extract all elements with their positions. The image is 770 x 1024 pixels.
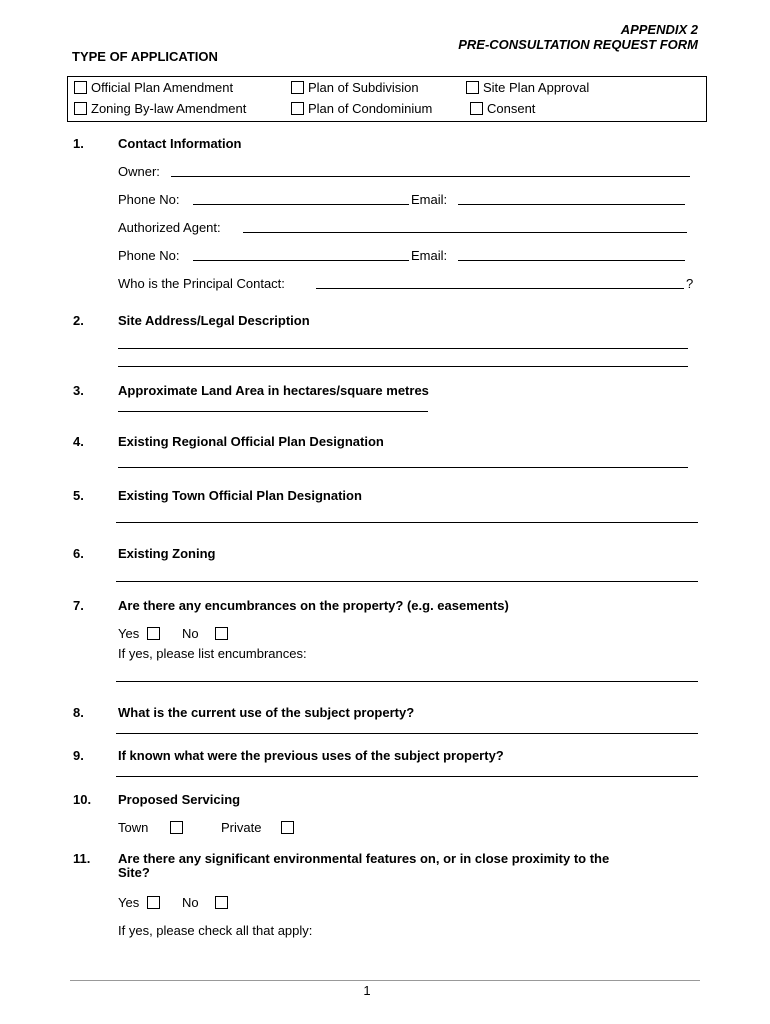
section-title-line-2: Site?	[118, 865, 150, 880]
section-number: 7.	[73, 598, 84, 613]
no-label: No	[182, 626, 199, 641]
option-label: Plan of Subdivision	[308, 80, 419, 95]
section-title: Contact Information	[118, 136, 242, 151]
environmental-followup-text: If yes, please check all that apply:	[118, 923, 313, 938]
form-title: PRE-CONSULTATION REQUEST FORM	[458, 37, 698, 52]
servicing-town-option[interactable]	[118, 820, 183, 836]
section-number: 10.	[73, 792, 92, 807]
checkbox[interactable]	[470, 102, 483, 115]
encumbrance-yes-option[interactable]	[118, 626, 160, 642]
yes-label: Yes	[118, 895, 140, 910]
checkbox[interactable]	[74, 81, 87, 94]
authorized-agent-field[interactable]	[243, 232, 687, 233]
no-label: No	[182, 895, 199, 910]
no-checkbox[interactable]	[215, 896, 228, 909]
regional-op-designation-field[interactable]	[118, 467, 688, 468]
section-title: Site Address/Legal Description	[118, 313, 310, 328]
servicing-private-option[interactable]	[221, 820, 294, 836]
previous-uses-field[interactable]	[116, 776, 698, 777]
option-label: Consent	[487, 101, 536, 116]
section-title: Existing Zoning	[118, 546, 216, 561]
section-title: Existing Town Official Plan Designation	[118, 488, 362, 503]
section-number: 5.	[73, 488, 84, 503]
environmental-yes-option[interactable]	[118, 895, 160, 911]
section-title: Are there any encumbrances on the property? (e.g. easements)	[118, 598, 509, 613]
town-op-designation-field[interactable]	[116, 522, 698, 523]
encumbrance-followup-text: If yes, please list encumbrances:	[118, 646, 307, 661]
private-label: Private	[221, 820, 262, 835]
question-mark: ?	[686, 276, 694, 291]
option-plan-of-condominium[interactable]	[291, 101, 432, 117]
option-official-plan-amendment[interactable]	[74, 80, 233, 96]
option-consent[interactable]	[470, 101, 535, 117]
authorized-agent-label: Authorized Agent:	[118, 220, 221, 235]
owner-field[interactable]	[171, 176, 690, 177]
option-zoning-bylaw-amendment[interactable]	[74, 101, 246, 117]
owner-label: Owner:	[118, 164, 160, 179]
option-label: Plan of Condominium	[308, 101, 433, 116]
encumbrance-no-option[interactable]	[182, 626, 228, 642]
section-title: Proposed Servicing	[118, 792, 241, 807]
section-number: 9.	[73, 748, 84, 763]
application-type-box	[67, 76, 707, 122]
section-number: 2.	[73, 313, 84, 328]
option-plan-of-subdivision[interactable]	[291, 80, 419, 96]
town-label: Town	[118, 820, 149, 835]
page-number: 1	[363, 983, 371, 998]
option-label: Official Plan Amendment	[91, 80, 234, 95]
section-title: If known what were the previous uses of the subject property?	[118, 748, 504, 763]
current-use-field[interactable]	[116, 733, 698, 734]
section-number: 11.	[73, 851, 91, 866]
email-field[interactable]	[458, 204, 685, 205]
principal-contact-field[interactable]	[316, 288, 684, 289]
principal-contact-label: Who is the Principal Contact:	[118, 276, 285, 291]
option-label: Site Plan Approval	[483, 80, 590, 95]
agent-phone-field[interactable]	[193, 260, 409, 261]
section-title: Existing Regional Official Plan Designation	[118, 434, 384, 449]
land-area-field[interactable]	[118, 411, 428, 412]
no-checkbox[interactable]	[215, 627, 228, 640]
section-number: 4.	[73, 434, 84, 449]
phone-field[interactable]	[193, 204, 409, 205]
private-checkbox[interactable]	[281, 821, 294, 834]
agent-email-label: Email:	[411, 248, 448, 263]
yes-checkbox[interactable]	[147, 627, 160, 640]
yes-checkbox[interactable]	[147, 896, 160, 909]
existing-zoning-field[interactable]	[116, 581, 698, 582]
section-number: 8.	[73, 705, 84, 720]
footer-divider	[70, 980, 700, 981]
option-label: Zoning By-law Amendment	[91, 101, 247, 116]
section-title-line-1: Are there any significant environmental features on, or in close proximity to the	[118, 851, 610, 866]
section-title: Approximate Land Area in hectares/square metres	[118, 383, 429, 398]
phone-label: Phone No:	[118, 192, 180, 207]
option-site-plan-approval[interactable]	[466, 80, 589, 96]
encumbrances-field[interactable]	[116, 681, 698, 682]
site-address-line-1[interactable]	[118, 348, 688, 349]
section-number: 3.	[73, 383, 84, 398]
section-number: 6.	[73, 546, 84, 561]
agent-email-field[interactable]	[458, 260, 685, 261]
section-number: 1.	[73, 136, 84, 151]
yes-label: Yes	[118, 626, 140, 641]
checkbox[interactable]	[466, 81, 479, 94]
type-of-application-heading: TYPE OF APPLICATION	[72, 49, 218, 64]
checkbox[interactable]	[291, 102, 304, 115]
checkbox[interactable]	[74, 102, 87, 115]
checkbox[interactable]	[291, 81, 304, 94]
agent-phone-label: Phone No:	[118, 248, 180, 263]
town-checkbox[interactable]	[170, 821, 183, 834]
site-address-line-2[interactable]	[118, 366, 688, 367]
appendix-label: APPENDIX 2	[620, 22, 698, 37]
environmental-no-option[interactable]	[182, 895, 228, 911]
email-label: Email:	[411, 192, 448, 207]
section-title: What is the current use of the subject property?	[118, 705, 415, 720]
